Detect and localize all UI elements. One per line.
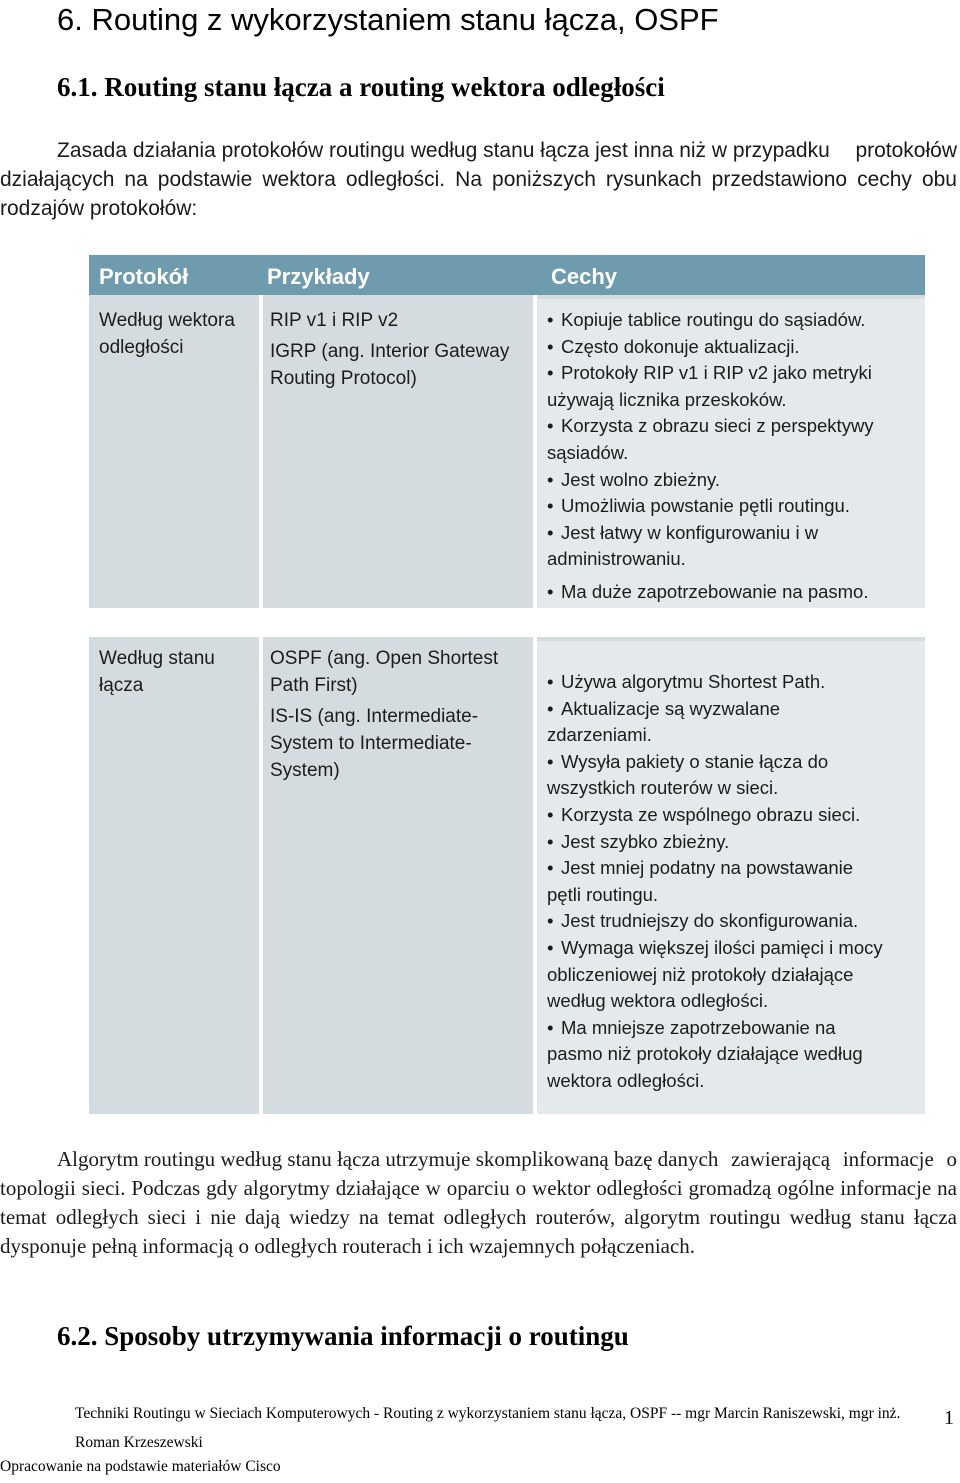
feature-item: • Jest wolno zbieżny.: [547, 468, 721, 490]
cell-features-ls: [537, 641, 925, 1114]
header-examples: Przykłady: [267, 264, 370, 289]
cell-features-dv: [537, 299, 925, 608]
examples-ls: [270, 645, 498, 788]
feature-item: • Aktualizacje są wyzwalane zdarzeniami.: [547, 697, 781, 746]
feature-item: • Wysyła pakiety o stanie łącza do wszystkich routerów w sieci.: [547, 750, 829, 799]
example-item: OSPF (ang. Open Shortest Path First): [270, 648, 499, 696]
intro-rest: protokołów działających na podstawie wektora odległości. Na poniższych rysunkach przedstawiono cechy obu rodzajów protokołów:: [0, 139, 957, 220]
feature-item: • Jest szybko zbieżny.: [547, 830, 730, 852]
column-divider: [533, 637, 537, 1114]
example-item: RIP v1 i RIP v2: [270, 310, 399, 331]
feature-item: • Wymaga większej ilości pamięci i mocy obliczeniowej niż protokoły działające według wektora odległości.: [547, 936, 883, 1012]
figure-link-state-table: [89, 637, 925, 1114]
header-features: Cechy: [551, 264, 618, 289]
feature-item: • Jest trudniejszy do skonfigurowania.: [547, 910, 859, 932]
page-title: 6. Routing z wykorzystaniem stanu łącza, OSPF: [57, 2, 719, 37]
feature-item: • Często dokonuje aktualizacji.: [547, 335, 800, 357]
feature-item: • Ma mniejsze zapotrzebowanie na pasmo niż protokoły działające według wektora odległości.: [547, 1016, 863, 1091]
feature-item: • Używa algorytmu Shortest Path.: [547, 671, 826, 692]
features-ls-list: [547, 669, 883, 1095]
cell-examples-dv: [263, 299, 533, 608]
feature-item: • Jest mniej podatny na powstawanie pętli routingu.: [547, 857, 854, 905]
table-header: [89, 255, 925, 295]
feature-item: • Korzysta z obrazu sieci z perspektywy sąsiadów.: [547, 415, 874, 463]
column-divider: [259, 637, 263, 1114]
body-first-line: Algorytm routingu według stanu łącza utrzymuje skomplikowaną bazę danych: [57, 1147, 719, 1171]
intro-paragraph: [0, 136, 957, 223]
section-title-6-1: 6.1. Routing stanu łącza a routing wektora odległości: [57, 72, 665, 102]
examples-dv: [270, 307, 509, 396]
footer-text: Techniki Routingu w Sieciach Komputerowych - Routing z wykorzystaniem stanu łącza, OSPF -- mgr Marcin Raniszewski, mgr inż. Roman Krzeszewski: [75, 1405, 901, 1451]
footer-source: Opracowanie na podstawie materiałów Cisco: [0, 1458, 281, 1475]
feature-item: • Ma duże zapotrzebowanie na pasmo.: [547, 580, 869, 602]
feature-item: • Protokoły RIP v1 i RIP v2 jako metryki używają licznika przeskoków.: [547, 362, 872, 410]
page-number: 1: [944, 1407, 954, 1429]
cell-protocol-dv: [89, 299, 259, 608]
body-paragraph: [0, 1145, 957, 1261]
feature-item: • Jest łatwy w konfigurowaniu i w administrowaniu.: [547, 521, 819, 570]
protocol-dv-label: Według wektora odległości: [99, 310, 235, 358]
protocol-ls-label: Według stanu łącza: [99, 648, 215, 696]
feature-item: • Kopiuje tablice routingu do sąsiadów.: [547, 309, 866, 330]
intro-first-line: Zasada działania protokołów routingu według stanu łącza jest inna niż w przypadku: [57, 139, 830, 162]
figure-distance-vector-table: [89, 255, 925, 608]
feature-item: • Korzysta ze wspólnego obrazu sieci.: [547, 803, 861, 825]
feature-item: • Umożliwia powstanie pętli routingu.: [547, 495, 850, 517]
header-protocol: Protokół: [99, 264, 189, 289]
body-rest: zawierającą informacje o topologii sieci. Podczas gdy algorytmy działające w oparciu o wektor odległości gromadzą ogólne informacje na temat odległych sieci i nie dają wiedzy na temat odległych routerów, algorytm routingu według stanu łącza dysponuje pełną informacją o odległych routerach i ich wzajemnych połączeniach.: [0, 1147, 957, 1258]
column-divider: [259, 295, 263, 608]
cell-protocol-ls: [89, 641, 259, 1114]
example-item: IGRP (ang. Interior Gateway Routing Protocol): [270, 341, 510, 389]
column-divider: [533, 295, 537, 608]
features-dv-list: [547, 307, 874, 606]
cell-examples-ls: [263, 641, 533, 1114]
section-title-6-2: 6.2. Sposoby utrzymywania informacji o routingu: [57, 1321, 629, 1351]
example-item: IS-IS (ang. Intermediate- System to Intermediate- System): [270, 706, 479, 781]
